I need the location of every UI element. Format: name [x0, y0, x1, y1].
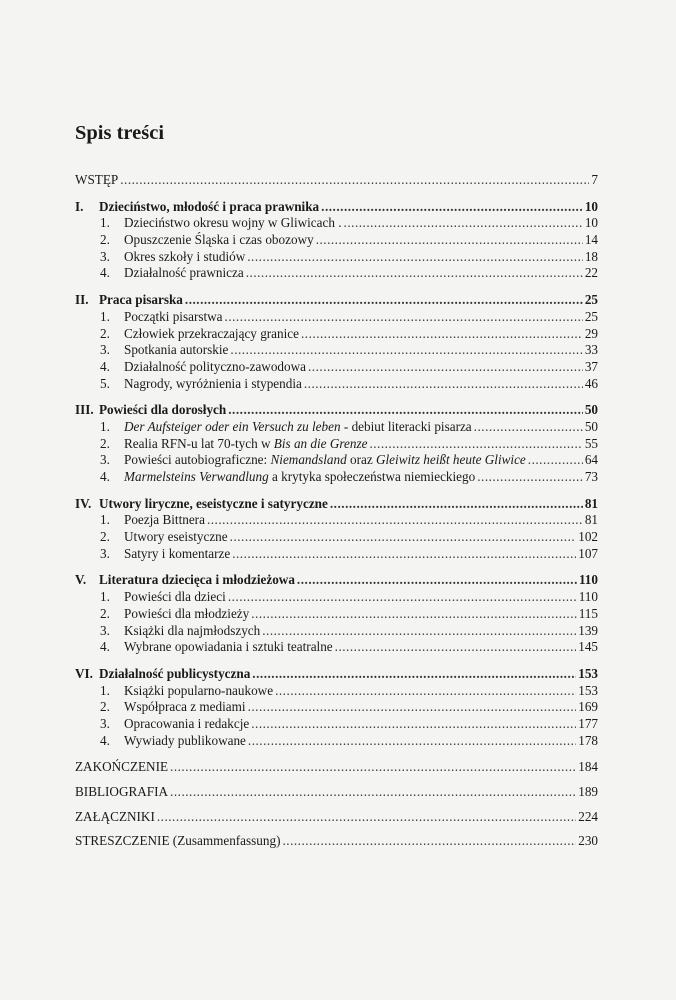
entry-title — [99, 572, 295, 589]
title-text: STRESZCZENIE (Zusammenfassung) — [75, 833, 281, 849]
entry-number: I. — [75, 198, 84, 214]
title-text: Działalność polityczno-zawodowa — [124, 358, 306, 374]
toc-subentry[interactable] — [75, 733, 598, 750]
title-text: Spotkania autorskie — [124, 342, 229, 358]
toc-subentry[interactable] — [75, 589, 598, 606]
page-number: 55 — [584, 435, 598, 451]
title-text: WSTĘP — [75, 172, 119, 187]
toc-subentry[interactable] — [75, 232, 598, 249]
page-number: 46 — [584, 375, 598, 391]
page-number: 224 — [578, 808, 598, 824]
title-text: Działalność publicystyczna — [99, 665, 251, 681]
toc-subentry[interactable] — [75, 326, 598, 343]
title-text: Człowiek przekraczający granice — [124, 325, 299, 341]
spacer — [75, 749, 598, 759]
entry-number: 3. — [100, 248, 110, 264]
entry-number: 3. — [100, 715, 110, 731]
entry-number: 4. — [100, 639, 110, 655]
title-text: Praca pisarska — [99, 292, 183, 308]
page-number: 81 — [584, 512, 598, 528]
title-text: Opuszczenie Śląska i czas obozowy — [124, 232, 314, 248]
toc-chapter[interactable] — [75, 402, 598, 419]
toc-subentry[interactable] — [75, 452, 598, 469]
title-text: Utwory eseistyczne — [124, 529, 228, 545]
dot-leader — [301, 326, 583, 343]
entry-number: 3. — [100, 452, 110, 468]
entry-title — [124, 469, 475, 486]
entry-number: 2. — [100, 232, 110, 248]
title-text: Powieści dla dzieci — [124, 589, 226, 605]
title-text: Dzieciństwo, młodość i praca prawnika — [99, 198, 320, 214]
title-text: Wybrane opowiadania i sztuki teatralne — [124, 639, 333, 655]
title-text: Powieści dla dorosłych — [99, 402, 227, 418]
dot-leader — [170, 784, 576, 801]
page-number: 115 — [578, 605, 598, 621]
entry-title — [99, 402, 226, 419]
spacer — [75, 189, 598, 199]
page-number: 25 — [584, 308, 598, 324]
entry-title — [124, 436, 367, 453]
toc-subentry[interactable] — [75, 249, 598, 266]
dot-leader — [247, 249, 583, 266]
page-number: 230 — [578, 833, 598, 849]
entry-title — [124, 419, 472, 436]
entry-title — [124, 733, 246, 750]
page-number: 29 — [584, 325, 598, 341]
dot-leader — [232, 546, 576, 563]
title-text: Poezja Bittnera — [124, 512, 205, 528]
entry-title — [75, 833, 280, 850]
toc-subentry[interactable] — [75, 639, 598, 656]
title-text: BIBLIOGRAFIA — [75, 784, 169, 799]
title-text: Dzieciństwo okresu wojny w Gliwicach . — [124, 215, 342, 231]
toc-subentry[interactable] — [75, 215, 598, 232]
dot-leader — [185, 292, 583, 309]
entry-title — [124, 215, 342, 232]
entry-title — [124, 342, 228, 359]
page-number: 37 — [584, 358, 598, 374]
toc-subentry[interactable] — [75, 376, 598, 393]
dot-leader — [308, 359, 583, 376]
page-number: 14 — [584, 232, 598, 248]
title-text: Wywiady publikowane — [124, 732, 246, 748]
page-number: 153 — [578, 665, 598, 681]
entry-title — [124, 232, 314, 249]
entry-title — [124, 376, 302, 393]
entry-number: 2. — [100, 435, 110, 451]
entry-title — [124, 359, 306, 376]
page-number: 18 — [584, 248, 598, 264]
entry-number: II. — [75, 292, 89, 308]
page-number: 102 — [578, 529, 598, 545]
page-number: 7 — [591, 172, 598, 187]
entry-title — [124, 452, 526, 469]
entry-title — [75, 759, 168, 776]
dot-leader — [230, 529, 577, 546]
entry-number: 1. — [100, 308, 110, 324]
entry-title — [124, 546, 230, 563]
entry-title — [124, 326, 299, 343]
toc-chapter[interactable] — [75, 496, 598, 513]
toc-subentry[interactable] — [75, 342, 598, 359]
dot-leader — [230, 342, 582, 359]
dot-leader — [262, 623, 576, 640]
dot-leader — [321, 199, 583, 216]
toc-chapter[interactable] — [75, 292, 598, 309]
title-text: Utwory liryczne, eseistyczne i satyryczne — [99, 495, 328, 511]
dot-leader — [246, 265, 583, 282]
entry-title — [75, 784, 168, 801]
spacer — [75, 801, 598, 809]
entry-title — [124, 265, 244, 282]
entry-number: 3. — [100, 545, 110, 561]
title-text: Książki dla najmłodszych — [124, 622, 261, 638]
title-text: ZAŁĄCZNIKI — [75, 808, 155, 824]
toc-subentry[interactable] — [75, 546, 598, 563]
entry-number: 2. — [100, 605, 110, 621]
entry-title — [124, 589, 226, 606]
page-number: 25 — [584, 292, 598, 308]
page-number: 64 — [584, 452, 598, 468]
dot-leader — [252, 666, 576, 683]
entry-number: 4. — [100, 469, 110, 484]
title-text: Powieści dla młodzieży — [124, 605, 250, 621]
dot-leader — [228, 402, 583, 419]
dot-leader — [248, 733, 576, 750]
dot-leader — [157, 809, 576, 826]
dot-leader — [170, 759, 576, 776]
title-text: Działalność prawnicza — [124, 265, 244, 281]
page-number: 33 — [584, 342, 598, 358]
title-text: Powieści autobiograficzne: — [124, 452, 271, 468]
page-number: 178 — [578, 732, 598, 748]
entry-number: VI. — [75, 665, 93, 681]
entry-title — [124, 623, 260, 640]
toc-subentry[interactable] — [75, 529, 598, 546]
page-number: 153 — [578, 682, 598, 698]
page-number: 22 — [584, 265, 598, 281]
entry-title — [124, 683, 273, 700]
title-text: Współpraca z mediami — [124, 699, 246, 715]
toc-subentry[interactable] — [75, 359, 598, 376]
dot-leader — [120, 172, 589, 189]
toc-chapter[interactable] — [75, 572, 598, 589]
entry-title — [124, 716, 249, 733]
dot-leader — [528, 452, 583, 469]
italic-title: Gleiwitz heißt heute Gliwice — [375, 452, 526, 468]
dot-leader — [477, 469, 583, 486]
toc-subentry[interactable] — [75, 716, 598, 733]
toc-entry-back[interactable] — [75, 784, 598, 801]
entry-title — [124, 529, 228, 546]
spacer — [75, 656, 598, 666]
italic-title: Der Aufsteiger oder ein Versuch zu leben — [124, 418, 341, 434]
dot-leader — [228, 589, 577, 606]
toc-subentry[interactable] — [75, 419, 598, 436]
page-title: Spis treści — [75, 122, 165, 144]
page-number: 81 — [584, 495, 598, 511]
entry-number: 1. — [100, 589, 110, 605]
entry-title — [124, 309, 223, 326]
entry-number: 2. — [100, 529, 110, 545]
entry-number: 2. — [100, 699, 110, 715]
entry-number: 4. — [100, 358, 110, 374]
italic-title: Niemandsland — [270, 452, 347, 468]
entry-title — [124, 249, 245, 266]
dot-leader — [304, 376, 583, 393]
table-of-contents — [75, 172, 598, 850]
title-text: - debiut literacki pisarza — [340, 418, 472, 434]
toc-entry-back[interactable] — [75, 759, 598, 776]
dot-leader — [282, 833, 576, 850]
entry-title — [124, 699, 246, 716]
dot-leader — [474, 419, 583, 436]
dot-leader — [251, 716, 576, 733]
page-number: 189 — [578, 784, 598, 799]
entry-number: 3. — [100, 342, 110, 358]
page-number: 50 — [584, 418, 598, 434]
entry-number: 5. — [100, 375, 110, 391]
dot-leader — [251, 606, 576, 623]
italic-title: Marmelsteins Verwandlung — [124, 469, 269, 484]
entry-title — [124, 639, 333, 656]
title-text: Literatura dziecięca i młodzieżowa — [99, 572, 295, 588]
page-number: 145 — [578, 639, 598, 655]
toc-entry-back[interactable] — [75, 833, 598, 850]
toc-subentry[interactable] — [75, 683, 598, 700]
dot-leader — [316, 232, 583, 249]
page-number: 169 — [578, 699, 598, 715]
entry-title — [124, 606, 249, 623]
title-text: oraz — [346, 452, 376, 468]
toc-subentry[interactable] — [75, 265, 598, 282]
title-text: Początki pisarstwa — [124, 308, 223, 324]
spacer — [75, 562, 598, 572]
title-text: a krytyka społeczeństwa niemieckiego — [268, 469, 476, 484]
dot-leader — [248, 699, 577, 716]
toc-subentry[interactable] — [75, 623, 598, 640]
toc-chapter[interactable] — [75, 199, 598, 216]
dot-leader — [297, 572, 577, 589]
page-number: 10 — [584, 215, 598, 231]
page-number: 139 — [578, 622, 598, 638]
title-text: Realia RFN-u lat 70-tych w — [124, 435, 274, 451]
spacer — [75, 776, 598, 784]
entry-title — [124, 512, 205, 529]
entry-number: 4. — [100, 265, 110, 281]
page-number: 10 — [584, 198, 598, 214]
entry-title — [75, 809, 155, 826]
toc-subentry[interactable] — [75, 606, 598, 623]
dot-leader — [330, 496, 583, 513]
toc-subentry[interactable] — [75, 309, 598, 326]
entry-title — [99, 292, 183, 309]
dot-leader — [344, 215, 583, 232]
title-text: ZAKOŃCZENIE — [75, 759, 169, 775]
title-text: Satyry i komentarze — [124, 545, 231, 561]
title-text: Okres szkoły i studiów — [124, 248, 246, 264]
page-number: 73 — [584, 469, 598, 484]
entry-number: 2. — [100, 325, 110, 341]
title-text: Opracowania i redakcje — [124, 715, 250, 731]
entry-number: IV. — [75, 495, 92, 511]
spacer — [75, 282, 598, 292]
page-number: 50 — [584, 402, 598, 418]
dot-leader — [225, 309, 583, 326]
toc-entry-front[interactable] — [75, 172, 598, 189]
toc-entry-back[interactable] — [75, 809, 598, 826]
title-text: Książki popularno-naukowe — [124, 682, 274, 698]
entry-title — [99, 199, 319, 216]
entry-number: 1. — [100, 418, 110, 434]
entry-title — [99, 666, 250, 683]
entry-number: 1. — [100, 682, 110, 698]
dot-leader — [275, 683, 576, 700]
entry-number: III. — [75, 402, 94, 418]
dot-leader — [207, 512, 583, 529]
entry-number: 4. — [100, 732, 110, 748]
entry-number: 1. — [100, 215, 110, 231]
entry-number: 1. — [100, 512, 110, 528]
entry-title — [99, 496, 328, 513]
toc-chapter[interactable] — [75, 666, 598, 683]
dot-leader — [369, 436, 582, 453]
title-text: Nagrody, wyróżnienia i stypendia — [124, 375, 302, 391]
spacer — [75, 486, 598, 496]
entry-number: 3. — [100, 622, 110, 638]
page-number: 107 — [578, 545, 598, 561]
spacer — [75, 392, 598, 402]
italic-title: Bis an die Grenze — [273, 435, 368, 451]
entry-title — [75, 172, 118, 189]
spacer — [75, 825, 598, 833]
dot-leader — [335, 639, 577, 656]
toc-subentry[interactable] — [75, 469, 598, 486]
page-number: 177 — [578, 715, 598, 731]
page-number: 110 — [578, 572, 598, 588]
page-number: 110 — [578, 589, 598, 605]
toc-subentry[interactable] — [75, 436, 598, 453]
page-number: 184 — [578, 759, 598, 775]
entry-number: V. — [75, 572, 87, 588]
toc-subentry[interactable] — [75, 512, 598, 529]
toc-subentry[interactable] — [75, 699, 598, 716]
